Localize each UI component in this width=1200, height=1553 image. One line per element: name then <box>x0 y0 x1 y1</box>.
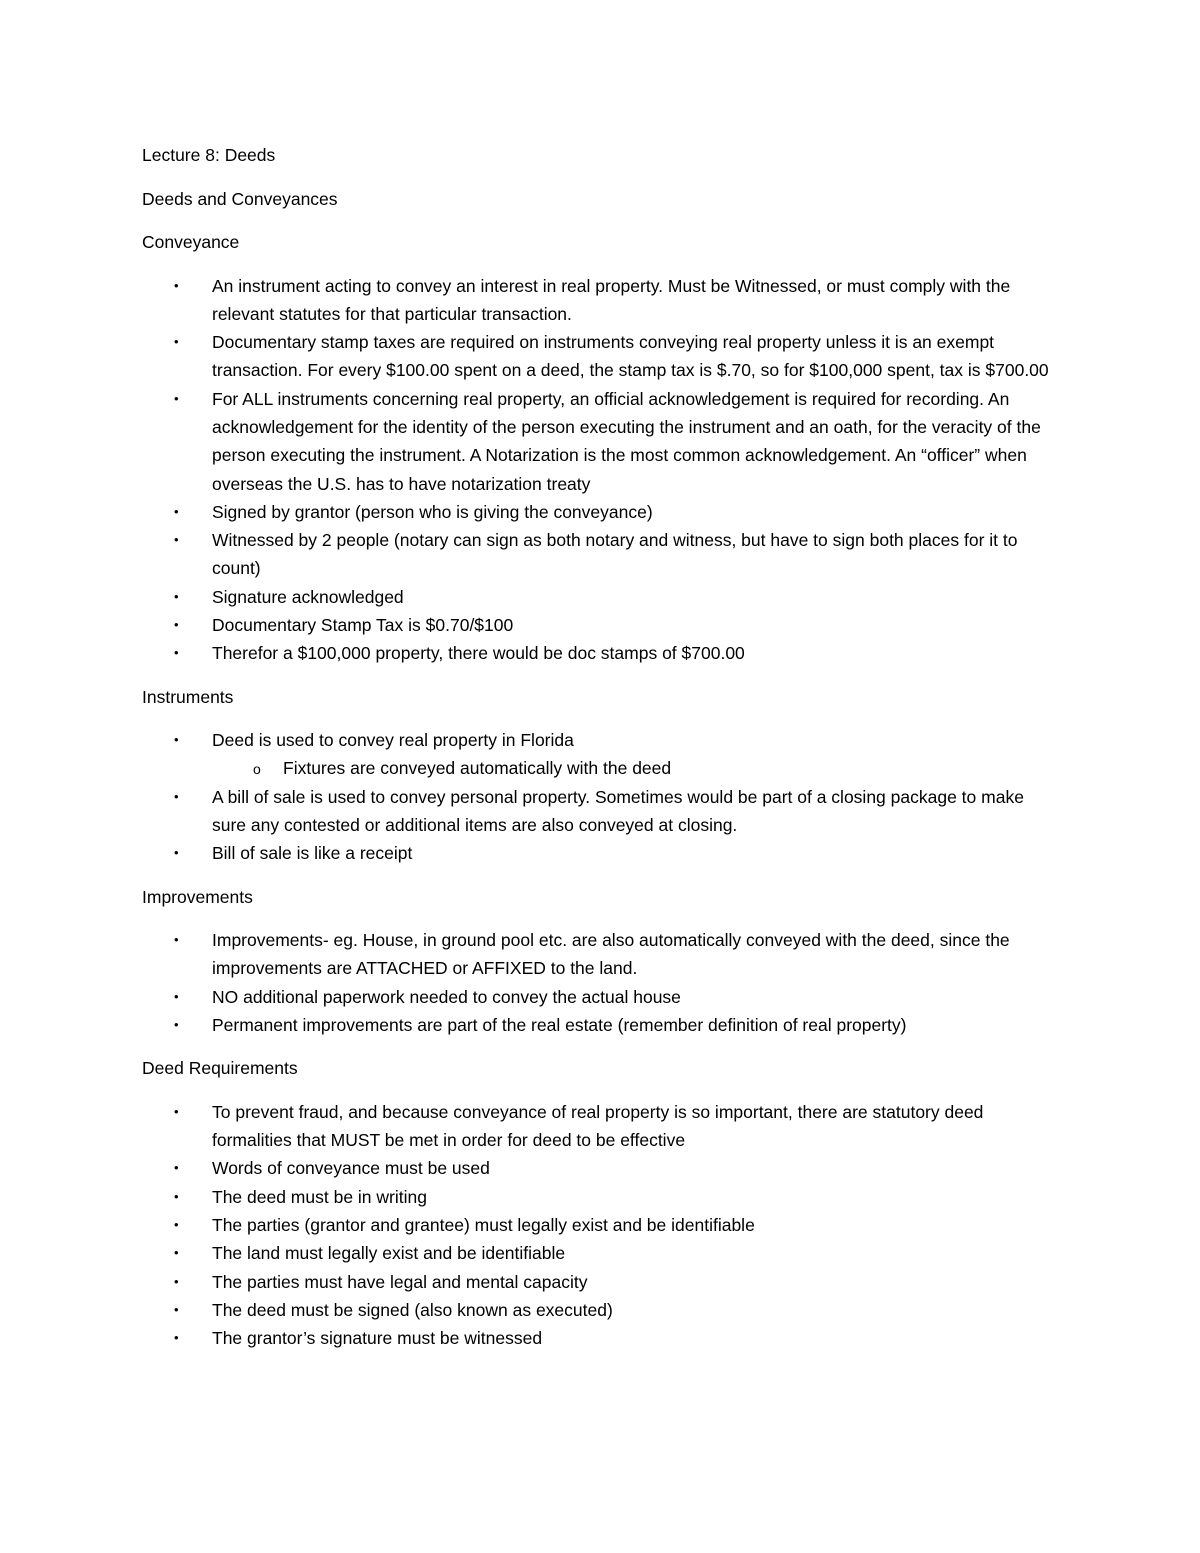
list-item <box>142 1268 1052 1296</box>
list-item-text: Witnessed by 2 people (notary can sign as both notary and witness, but have to sign both places for it to count) <box>212 530 1018 579</box>
list-item <box>142 1239 1052 1267</box>
list-item <box>142 611 1052 639</box>
bullet-icon: • <box>174 277 179 293</box>
list-item <box>142 385 1052 498</box>
list-item <box>142 498 1052 526</box>
list-item-text: An instrument acting to convey an interest in real property. Must be Witnessed, or must comply with the relevant statutes for that particular transaction. <box>212 275 1011 324</box>
list-item <box>142 1211 1052 1239</box>
list-item-text: The land must legally exist and be identifiable <box>212 1243 566 1264</box>
list-item-text: Words of conveyance must be used <box>212 1158 490 1179</box>
circle-bullet-icon: o <box>253 761 261 778</box>
bullet-icon: • <box>174 1017 179 1033</box>
list-item-text: Signed by grantor (person who is giving the conveyance) <box>212 501 653 522</box>
improvements-list <box>142 926 1050 1039</box>
bullet-icon: • <box>174 588 179 604</box>
list-item <box>142 839 1052 867</box>
list-item <box>142 783 1052 840</box>
list-item <box>142 639 1052 667</box>
list-item-text: The parties must have legal and mental capacity <box>212 1271 588 1292</box>
sub-list <box>212 754 1052 782</box>
document-title: Lecture 8: Deeds <box>142 145 276 165</box>
list-item-text: The deed must be signed (also known as executed) <box>212 1299 613 1320</box>
list-item-text: The grantor’s signature must be witnessed <box>212 1328 543 1349</box>
list-item <box>142 1324 1052 1352</box>
bullet-icon: • <box>174 617 179 633</box>
list-item <box>142 1296 1052 1324</box>
list-item-text: Therefor a $100,000 property, there would be doc stamps of $700.00 <box>212 643 745 664</box>
list-item-text: NO additional paperwork needed to convey the actual house <box>212 986 681 1007</box>
list-item <box>142 583 1052 611</box>
list-item-text: Deed is used to convey real property in Florida <box>212 730 574 751</box>
document-subtitle: Deeds and Conveyances <box>142 188 338 209</box>
bullet-icon: • <box>174 503 179 519</box>
bullet-icon: • <box>174 732 179 748</box>
list-item <box>142 1098 1052 1155</box>
list-item-text: The parties (grantor and grantee) must legally exist and be identifiable <box>212 1215 755 1236</box>
list-item <box>142 1154 1052 1182</box>
bullet-icon: • <box>174 788 179 804</box>
list-item <box>142 983 1052 1011</box>
sub-list-item-text: Fixtures are conveyed automatically with the deed <box>283 758 672 779</box>
bullet-icon: • <box>174 645 179 661</box>
list-item-text: To prevent fraud, and because conveyance of real property is so important, there are statutory deed formalities that MUST be met in order for deed to be effective <box>212 1101 984 1151</box>
list-item-text: Signature acknowledged <box>212 586 404 607</box>
list-item-text: Documentary Stamp Tax is $0.70/$100 <box>212 615 514 636</box>
list-item-text: The deed must be in writing <box>212 1186 427 1207</box>
list-item-text: A bill of sale is used to convey personal property. Sometimes would be part of a closing package to make sure any contested or additional items are also conveyed at closing. <box>212 786 1024 836</box>
instruments-list <box>142 726 1050 867</box>
bullet-icon: • <box>174 1103 179 1119</box>
bullet-icon: • <box>174 932 179 948</box>
list-item-text: Bill of sale is like a receipt <box>212 843 413 864</box>
list-item <box>142 926 1052 983</box>
list-item <box>142 1011 1052 1039</box>
sub-list-item <box>212 754 1052 782</box>
list-item <box>142 1183 1052 1211</box>
bullet-icon: • <box>174 1160 179 1176</box>
section-heading-instruments: Instruments <box>142 686 234 707</box>
list-item <box>142 526 1052 583</box>
bullet-icon: • <box>174 1301 179 1317</box>
deed-requirements-list <box>142 1098 1050 1353</box>
bullet-icon: • <box>174 1273 179 1289</box>
bullet-icon: • <box>174 1217 179 1233</box>
bullet-icon: • <box>174 334 179 350</box>
list-item <box>142 726 1052 783</box>
bullet-icon: • <box>174 390 179 406</box>
section-heading-improvements: Improvements <box>142 886 253 907</box>
list-item-text: Improvements- eg. House, in ground pool etc. are also automatically conveyed with the deed, since the improvements are ATTACHED or AFFIXED to the land. <box>212 930 1010 979</box>
bullet-icon: • <box>174 532 179 548</box>
list-item-text: Permanent improvements are part of the real estate (remember definition of real property) <box>212 1015 907 1036</box>
section-heading-conveyance: Conveyance <box>142 232 240 252</box>
section-heading-deed-requirements: Deed Requirements <box>142 1058 298 1079</box>
list-item-text: For ALL instruments concerning real property, an official acknowledgement is required for recording. An acknowledgement for the identity of the person executing the instrument and an oath, for the veracity of the person executing the instrument. A Notarization is the most common acknowledgement. An “officer” when overseas the U.S. has to have notarization treaty <box>212 388 1041 494</box>
list-item <box>142 328 1052 385</box>
bullet-icon: • <box>174 845 179 861</box>
bullet-icon: • <box>174 1188 179 1204</box>
bullet-icon: • <box>174 988 179 1004</box>
bullet-icon: • <box>174 1245 179 1261</box>
list-item <box>142 272 1052 329</box>
list-item-text: Documentary stamp taxes are required on instruments conveying real property unless it is an exempt transaction. For every $100.00 spent on a deed, the stamp tax is $.70, so for $100,000 spent, tax is $700.00 <box>212 332 1049 381</box>
bullet-icon: • <box>174 1330 179 1346</box>
conveyance-list <box>142 272 1050 668</box>
